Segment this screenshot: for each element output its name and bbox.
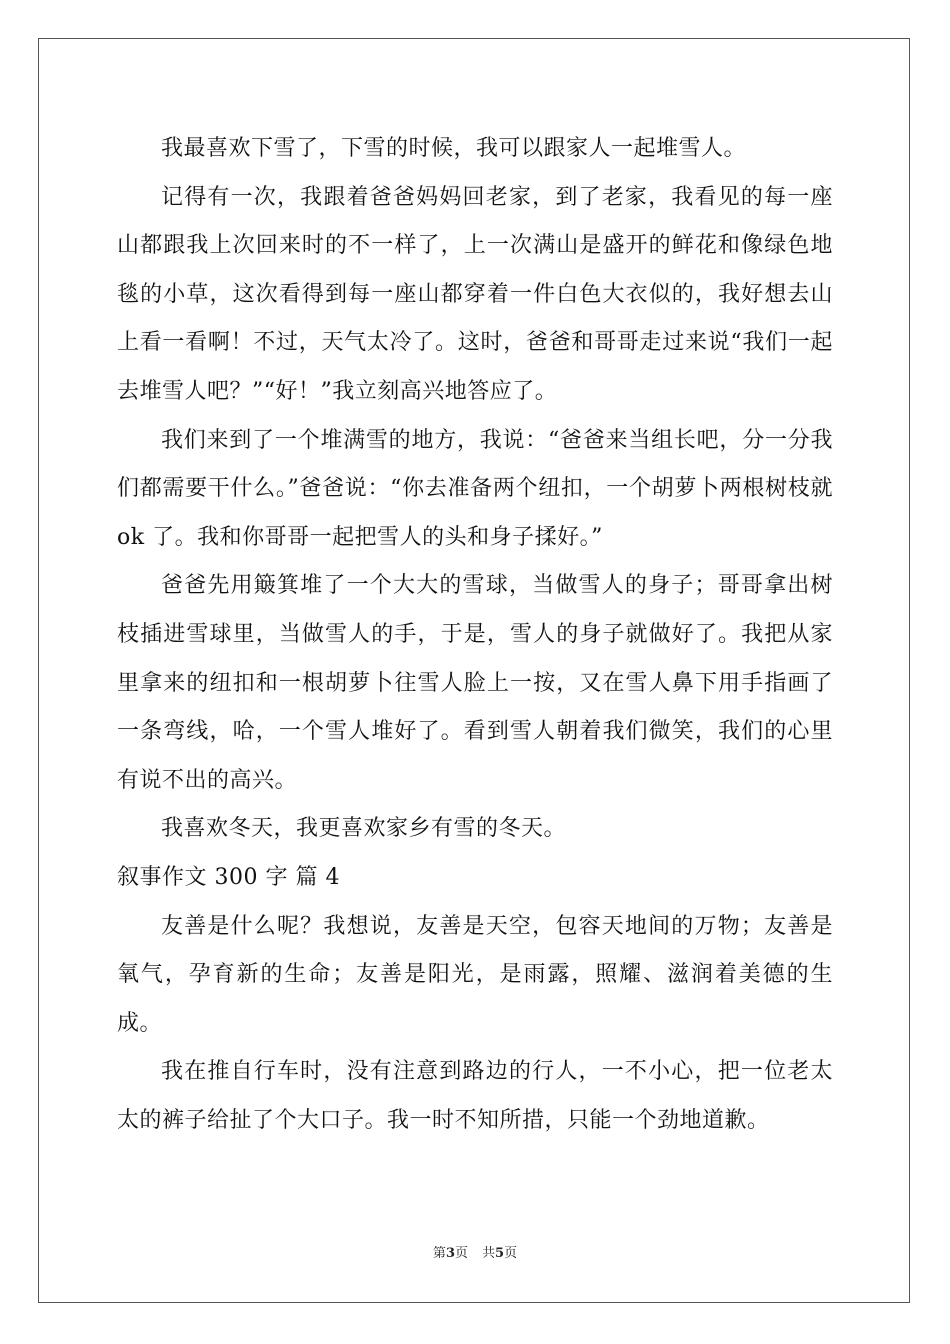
section-heading: 叙事作文 300 字 篇 4: [117, 864, 340, 890]
footer-total-prefix: 共: [482, 1246, 496, 1261]
paragraph: 记得有一次，我跟着爸爸妈妈回老家，到了老家，我看见的每一座山都跟我上次回来时的不一样了，上一次满山是盛开的鲜花和像绿色地毯的小草，这次看得到每一座山都穿着一件白色大衣似的，我好想去山上看一看啊！不过，天气太冷了。这时，爸爸和哥哥走过来说“我们一起去堆雪人吧？”“好！”我立刻高兴地答应了。: [117, 184, 833, 404]
paragraph: 我们来到了一个堆满雪的地方，我说：“爸爸来当组长吧，分一分我们都需要干什么。”爸爸说：“你去准备两个纽扣，一个胡萝卜两根树枝就 ok 了。我和你哥哥一起把雪人的头和身子揉好。”: [117, 427, 833, 550]
footer-prefix: 第: [432, 1246, 446, 1261]
paragraph: 爸爸先用簸箕堆了一个大大的雪球，当做雪人的身子；哥哥拿出树枝插进雪球里，当做雪人的手，于是，雪人的身子就做好了。我把从家里拿来的纽扣和一根胡萝卜往雪人脸上一按，又在雪人鼻下用手指画了一条弯线，哈，一个雪人堆好了。看到雪人朝着我们微笑，我们的心里有说不出的高兴。: [117, 573, 833, 793]
current-page-number: 3: [445, 1246, 455, 1261]
total-pages-number: 5: [495, 1246, 505, 1261]
footer-total-suffix: 页: [504, 1246, 518, 1261]
paragraph: 我在推自行车时，没有注意到路边的行人，一不小心，把一位老太太的裤子给扯了个大口子。我一时不知所措，只能一个劲地道歉。: [117, 1059, 833, 1133]
document-body: [117, 125, 833, 1145]
paragraph: 友善是什么呢？我想说，友善是天空，包容天地间的万物；友善是氧气，孕育新的生命；友善是阳光，是雨露，照耀、滋润着美德的生成。: [117, 913, 833, 1036]
page-footer: [0, 1245, 950, 1263]
paragraph: 我最喜欢下雪了，下雪的时候，我可以跟家人一起堆雪人。: [161, 136, 747, 161]
paragraph: 我喜欢冬天，我更喜欢家乡有雪的冬天。: [161, 816, 567, 842]
footer-page-suffix: 页: [454, 1246, 468, 1261]
